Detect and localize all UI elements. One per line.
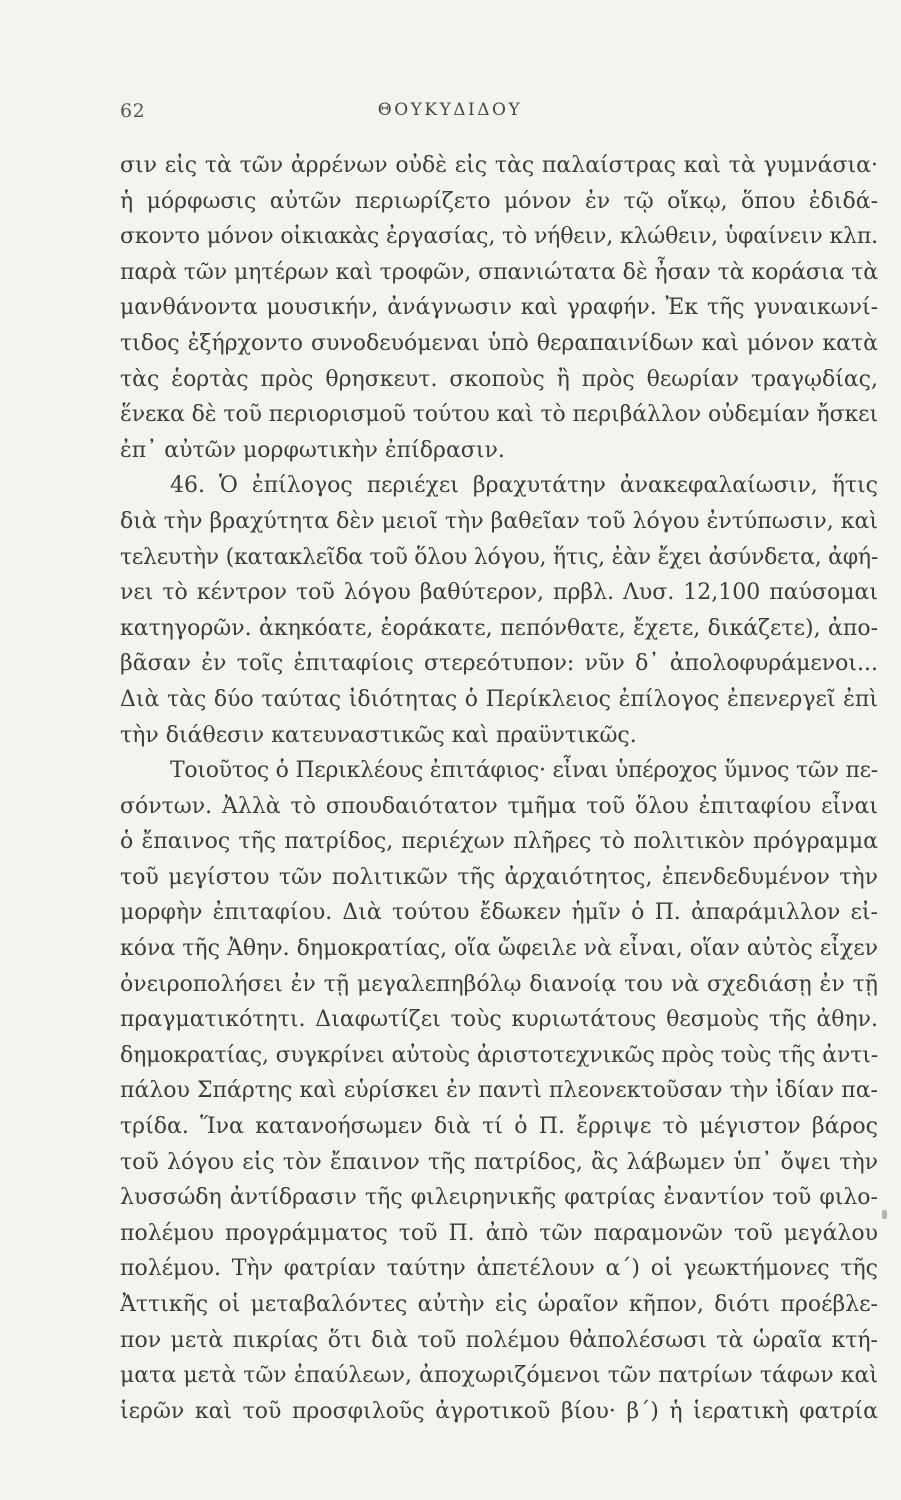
text-line: πον μετὰ πικρίας ὅτι διὰ τοῦ πολέμου θἀπολέσωσι τὰ ὡραῖα κτή-: [120, 1327, 878, 1353]
text-line: πολέμου. Τὴν φατρίαν ταύτην ἀπετέλουν α´) οἱ γεωκτήμονες τῆς: [120, 1256, 878, 1282]
text-line: διὰ τὴν βραχύτητα δὲν μειοῖ τὴν βαθεῖαν τοῦ λόγου ἐντύπωσιν, καὶ: [120, 508, 878, 534]
text-line: ἐπ᾽ αὐτῶν μορφωτικὴν ἐπίδρασιν.: [120, 437, 505, 463]
text-line: τιδος ἐξήρχοντο συνοδευόμεναι ὑπὸ θεραπαινίδων καὶ μόνον κατὰ: [120, 330, 878, 356]
text-line: σόντων. Ἀλλὰ τὸ σπουδαιότατον τμῆμα τοῦ ὅλου ἐπιταφίου εἶναι: [120, 793, 878, 819]
text-line: παρὰ τῶν μητέρων καὶ τροφῶν, σπανιώτατα δὲ ἦσαν τὰ κοράσια τὰ: [120, 259, 878, 285]
text-line: σιν εἰς τὰ τῶν ἀρρένων οὐδὲ εἰς τὰς παλαίστρας καὶ τὰ γυμνάσια·: [120, 153, 878, 178]
text-line: κατηγορῶν. ἀκηκόατε, ἑοράκατε, πεπόνθατε, ἔχετε, δικάζετε), ἀπο-: [120, 615, 878, 641]
text-line: ὀνειροπολήσει ἐν τῇ μεγαλεπηβόλῳ διανοίᾳ του νὰ σχεδιάσῃ ἐν τῇ: [120, 971, 878, 997]
text-line: Διὰ τὰς δύο ταύτας ἰδιότητας ὁ Περίκλειος ἐπίλογος ἐπενεργεῖ ἐπὶ: [120, 686, 878, 712]
text-line: ὁ ἔπαινος τῆς πατρίδος, περιέχων πλῆρες τὸ πολιτικὸν πρόγραμμα: [120, 829, 878, 855]
text-line: τρίδα. Ἵνα κατανοήσωμεν διὰ τί ὁ Π. ἔρριψε τὸ μέγιστον βάρος: [120, 1114, 878, 1140]
body-text: [120, 148, 878, 1429]
text-line: λυσσώδη ἀντίδρασιν τῆς φιλειρηνικῆς φατρίας ἐναντίον τοῦ φιλο-: [120, 1185, 878, 1211]
text-line: ἱερῶν καὶ τοῦ προσφιλοῦς ἀγροτικοῦ βίου· β´) ἡ ἱερατικὴ φατρία: [120, 1398, 878, 1424]
paragraph-start: Τοιοῦτος ὁ Περικλέους ἐπιτάφιος· εἶναι ὑπέροχος ὕμνος τῶν πε-: [170, 758, 878, 784]
text-line: τελευτὴν (κατακλεῖδα τοῦ ὅλου λόγου, ἥτις, ἐὰν ἔχει ἀσύνδετα, ἀφή-: [120, 544, 878, 570]
text-line: τοῦ μεγίστου τῶν πολιτικῶν τῆς ἀρχαιότητος, ἐπενδεδυμένον τὴν: [120, 864, 878, 890]
text-line: ματα μετὰ τῶν ἐπαύλεων, ἀποχωριζόμενοι τῶν πατρίων τάφων καὶ: [120, 1363, 878, 1389]
section-46-start: 46. Ὁ ἐπίλογος περιέχει βραχυτάτην ἀνακεφαλαίωσιν, ἥτις: [170, 473, 878, 499]
text-line: πάλου Σπάρτης καὶ εὑρίσκει ἐν παντὶ πλεονεκτοῦσαν τὴν ἰδίαν πα-: [120, 1078, 878, 1104]
text-line: σκοντο μόνον οἰκιακὰς ἐργασίας, τὸ νήθειν, κλώθειν, ὑφαίνειν κλπ.: [120, 224, 878, 250]
paper-mark: [882, 1210, 887, 1219]
text-line: μανθάνοντα μουσικήν, ἀνάγνωσιν καὶ γραφήν. Ἐκ τῆς γυναικωνί-: [120, 295, 878, 321]
text-line: τὴν διάθεσιν κατευναστικῶς καὶ πραϋντικῶς.: [120, 722, 637, 748]
text-line: δημοκρατίας, συγκρίνει αὐτοὺς ἀριστοτεχνικῶς πρὸς τοὺς τῆς ἀντι-: [120, 1042, 878, 1068]
text-line: μορφὴν ἐπιταφίου. Διὰ τούτου ἔδωκεν ἡμῖν ὁ Π. ἀπαράμιλλον εἰ-: [120, 900, 878, 926]
text-line: πολέμου προγράμματος τοῦ Π. ἀπὸ τῶν παραμονῶν τοῦ μεγάλου: [120, 1220, 878, 1246]
text-line: κόνα τῆς Ἀθην. δημοκρατίας, οἵα ὤφειλε νὰ εἶναι, οἵαν αὐτὸς εἶχεν: [120, 936, 878, 962]
text-line: βᾶσαν ἐν τοῖς ἐπιταφίοις στερεότυπον: νῦν δ᾽ ἀπολοφυράμενοι...: [120, 651, 878, 677]
text-line: Ἀττικῆς οἱ μεταβαλόντες αὐτὴν εἰς ὡραῖον κῆπον, διότι προέβλε-: [120, 1292, 878, 1317]
text-line: ἕνεκα δὲ τοῦ περιορισμοῦ τούτου καὶ τὸ περιβάλλον οὐδεμίαν ἤσκει: [120, 402, 878, 428]
running-head: ΘΟΥΚΥΔΙΔΟΥ: [377, 100, 523, 120]
page-header: [120, 100, 780, 130]
page-number: 62: [120, 100, 146, 122]
text-line: τοῦ λόγου εἰς τὸν ἔπαινον τῆς πατρίδος, ἂς λάβωμεν ὑπ᾽ ὄψει τὴν: [120, 1149, 878, 1175]
text-line: νει τὸ κέντρον τοῦ λόγου βαθύτερον, πρβλ. Λυσ. 12,100 παύσομαι: [120, 580, 878, 606]
text-line: τὰς ἑορτὰς πρὸς θρησκευτ. σκοποὺς ἢ πρὸς θεωρίαν τραγῳδίας,: [120, 366, 878, 392]
text-line: πραγματικότητι. Διαφωτίζει τοὺς κυριωτάτους θεσμοὺς τῆς ἀθην.: [120, 1007, 878, 1033]
text-line: ἡ μόρφωσις αὐτῶν περιωρίζετο μόνον ἐν τῷ οἴκῳ, ὅπου ἐδιδά-: [120, 188, 878, 214]
